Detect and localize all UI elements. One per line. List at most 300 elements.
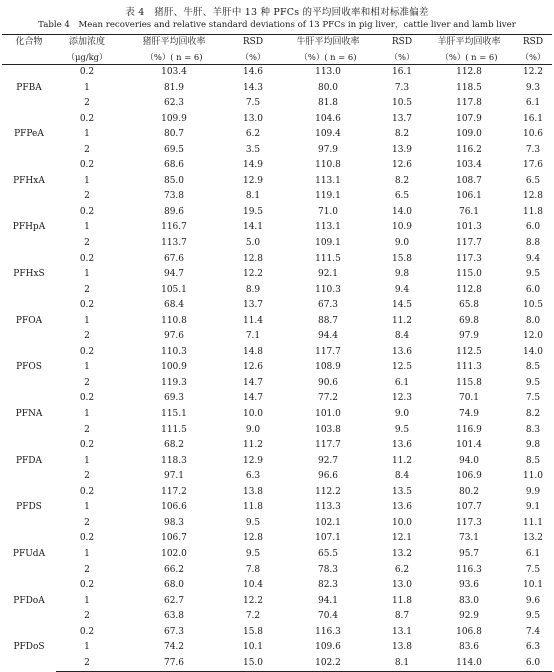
lamb-rsd-cell: 13.2 bbox=[522, 533, 544, 544]
lamb-rsd-cell: 11.1 bbox=[522, 517, 544, 528]
pig-rsd-cell: 14.7 bbox=[242, 377, 264, 388]
lamb-rsd-cell: 12.8 bbox=[522, 191, 544, 202]
lamb-recovery-cell: 117.7 bbox=[456, 238, 482, 249]
header-compound: 化合物 bbox=[2, 35, 56, 51]
cattle-recovery-cell: 96.6 bbox=[317, 471, 339, 482]
table-row bbox=[2, 143, 552, 159]
cattle-rsd-cell: 9.5 bbox=[394, 424, 410, 435]
spike-level-cell: 1 bbox=[84, 315, 90, 326]
pig-recovery-cell: 62.3 bbox=[163, 98, 185, 109]
lamb-rsd-cell: 9.5 bbox=[525, 269, 541, 280]
cattle-rsd-cell: 13.6 bbox=[391, 502, 413, 513]
cattle-recovery-cell: 113.1 bbox=[315, 222, 341, 233]
lamb-rsd-cell: 8.3 bbox=[525, 424, 541, 435]
spike-level-cell: 0.2 bbox=[79, 67, 95, 77]
cattle-recovery-cell: 65.5 bbox=[317, 548, 339, 559]
cattle-rsd-cell: 16.1 bbox=[391, 67, 413, 77]
cattle-recovery-cell: 113.0 bbox=[315, 67, 341, 77]
cattle-recovery-cell: 80.0 bbox=[317, 82, 339, 93]
table-row bbox=[2, 360, 552, 376]
cattle-rsd-cell: 8.4 bbox=[394, 471, 410, 482]
lamb-rsd-cell: 8.8 bbox=[525, 238, 541, 249]
lamb-recovery-cell: 112.8 bbox=[456, 284, 482, 295]
lamb-recovery-cell: 69.8 bbox=[458, 315, 480, 326]
pig-rsd-cell: 12.8 bbox=[242, 253, 264, 264]
cattle-recovery-cell: 101.0 bbox=[315, 409, 341, 420]
cattle-rsd-cell: 6.2 bbox=[394, 564, 410, 575]
lamb-rsd-cell: 17.6 bbox=[522, 160, 544, 171]
cattle-recovery-cell: 88.7 bbox=[317, 315, 339, 326]
header-cattle-rsd-unit: （%） bbox=[380, 50, 424, 65]
cattle-rsd-cell: 8.2 bbox=[394, 129, 410, 140]
cattle-recovery-cell: 103.8 bbox=[315, 424, 341, 435]
lamb-rsd-cell: 8.5 bbox=[525, 455, 541, 466]
table-row bbox=[2, 189, 552, 205]
table-row bbox=[2, 314, 552, 330]
pig-rsd-cell: 6.2 bbox=[245, 129, 261, 140]
cattle-rsd-cell: 9.8 bbox=[394, 269, 410, 280]
table-row bbox=[2, 220, 552, 236]
compound-name: PFPeA bbox=[14, 129, 44, 140]
cattle-rsd-cell: 8.4 bbox=[394, 331, 410, 342]
pig-rsd-cell: 15.8 bbox=[242, 626, 264, 637]
pig-rsd-cell: 14.1 bbox=[242, 222, 264, 233]
pig-rsd-cell: 3.5 bbox=[245, 144, 261, 155]
lamb-recovery-cell: 80.2 bbox=[458, 486, 480, 497]
table-row bbox=[2, 609, 552, 625]
cattle-recovery-cell: 119.1 bbox=[315, 191, 341, 202]
compound-name: PFDoA bbox=[13, 595, 45, 606]
lamb-recovery-cell: 106.1 bbox=[456, 191, 482, 202]
lamb-recovery-cell: 115.0 bbox=[456, 269, 482, 280]
cattle-rsd-cell: 9.0 bbox=[394, 409, 410, 420]
pig-recovery-cell: 97.6 bbox=[163, 331, 185, 342]
lamb-rsd-cell: 6.0 bbox=[525, 284, 541, 295]
header-lamb-recovery: 羊肝平均回收率 bbox=[424, 35, 514, 51]
table-row bbox=[2, 283, 552, 299]
compound-name: PFDA bbox=[15, 455, 42, 466]
spike-level-cell: 2 bbox=[84, 424, 90, 435]
spike-level-cell: 1 bbox=[84, 642, 90, 653]
pig-rsd-cell: 7.2 bbox=[245, 611, 261, 622]
pig-rsd-cell: 12.9 bbox=[242, 455, 264, 466]
cattle-rsd-cell: 13.6 bbox=[391, 440, 413, 451]
lamb-rsd-cell: 9.9 bbox=[525, 486, 541, 497]
table-row bbox=[2, 391, 552, 407]
lamb-rsd-cell: 8.0 bbox=[525, 315, 541, 326]
cattle-recovery-cell: 116.3 bbox=[315, 626, 341, 637]
table-caption-chinese: 表 4 猪肝、牛肝、羊肝中 13 种 PFCs 的平均回收率和相对标准偏差 bbox=[125, 7, 429, 18]
table-row bbox=[2, 469, 552, 485]
header-pig-recovery-unit: （%）( n = 6) bbox=[118, 50, 230, 65]
compound-name: PFHxS bbox=[13, 269, 45, 280]
pig-recovery-cell: 69.5 bbox=[163, 144, 185, 155]
cattle-rsd-cell: 11.2 bbox=[391, 455, 413, 466]
table-row bbox=[2, 423, 552, 439]
cattle-rsd-cell: 8.7 bbox=[394, 611, 410, 622]
pig-recovery-cell: 106.7 bbox=[161, 533, 187, 544]
cattle-rsd-cell: 8.1 bbox=[380, 656, 424, 672]
cattle-rsd-cell: 15.8 bbox=[391, 253, 413, 264]
table-row bbox=[2, 174, 552, 190]
pig-recovery-cell: 94.7 bbox=[163, 269, 185, 280]
lamb-recovery-cell: 94.0 bbox=[458, 455, 480, 466]
spike-level-cell: 2 bbox=[84, 517, 90, 528]
lamb-rsd-cell: 16.1 bbox=[522, 113, 544, 124]
cattle-recovery-cell: 111.5 bbox=[315, 253, 341, 264]
lamb-rsd-cell: 10.6 bbox=[522, 129, 544, 140]
cattle-rsd-cell: 9.0 bbox=[394, 238, 410, 249]
pig-recovery-cell: 89.6 bbox=[163, 206, 185, 217]
cattle-rsd-cell: 13.5 bbox=[391, 486, 413, 497]
lamb-recovery-cell: 118.5 bbox=[456, 82, 482, 93]
table-row bbox=[2, 158, 552, 174]
table-row bbox=[2, 547, 552, 563]
table-row bbox=[2, 640, 552, 656]
cattle-recovery-cell: 92.1 bbox=[317, 269, 339, 280]
pig-recovery-cell: 67.6 bbox=[163, 253, 185, 264]
spike-level-cell: 2 bbox=[84, 331, 90, 342]
cattle-recovery-cell: 102.2 bbox=[276, 656, 380, 672]
spike-level-cell: 2 bbox=[84, 377, 90, 388]
pig-recovery-cell: 103.4 bbox=[161, 67, 187, 77]
lamb-rsd-cell: 6.1 bbox=[525, 548, 541, 559]
lamb-rsd-cell: 6.5 bbox=[525, 175, 541, 186]
lamb-recovery-cell: 101.3 bbox=[456, 222, 482, 233]
table-row bbox=[2, 252, 552, 268]
spike-level-cell: 0.2 bbox=[79, 486, 95, 497]
pig-recovery-cell: 68.0 bbox=[163, 580, 185, 591]
pig-rsd-cell: 8.9 bbox=[245, 284, 261, 295]
lamb-rsd-cell: 11.8 bbox=[522, 206, 544, 217]
table-row bbox=[2, 329, 552, 345]
lamb-rsd-cell: 11.0 bbox=[522, 471, 544, 482]
pig-recovery-cell: 68.6 bbox=[163, 160, 185, 171]
cattle-rsd-cell: 13.8 bbox=[391, 642, 413, 653]
table-row bbox=[2, 205, 552, 221]
table-row bbox=[2, 485, 552, 501]
cattle-recovery-cell: 113.1 bbox=[315, 175, 341, 186]
pig-recovery-cell: 81.9 bbox=[163, 82, 185, 93]
cattle-rsd-cell: 12.3 bbox=[391, 393, 413, 404]
pig-rsd-cell: 11.8 bbox=[242, 502, 264, 513]
spike-level-cell: 2 bbox=[84, 144, 90, 155]
lamb-recovery-cell: 108.7 bbox=[456, 175, 482, 186]
spike-level-cell: 1 bbox=[84, 82, 90, 93]
cattle-recovery-cell: 108.9 bbox=[315, 362, 341, 373]
header-cattle-rsd: RSD bbox=[380, 35, 424, 51]
cattle-recovery-cell: 94.4 bbox=[317, 331, 339, 342]
pig-recovery-cell: 110.3 bbox=[161, 346, 187, 357]
cattle-recovery-cell: 77.2 bbox=[317, 393, 339, 404]
header-pig-recovery: 猪肝平均回收率 bbox=[118, 35, 230, 51]
pig-rsd-cell: 19.5 bbox=[242, 206, 264, 217]
header-cattle-recovery: 牛肝平均回收率 bbox=[276, 35, 380, 51]
pig-recovery-cell: 74.2 bbox=[163, 642, 185, 653]
lamb-recovery-cell: 117.8 bbox=[456, 98, 482, 109]
lamb-rsd-cell: 10.1 bbox=[522, 580, 544, 591]
lamb-rsd-cell: 9.6 bbox=[525, 595, 541, 606]
cattle-recovery-cell: 70.4 bbox=[317, 611, 339, 622]
lamb-recovery-cell: 65.8 bbox=[458, 300, 480, 311]
compound-name: PFHxA bbox=[13, 175, 45, 186]
header-lamb-rsd: RSD bbox=[514, 35, 552, 51]
lamb-recovery-cell: 112.8 bbox=[456, 67, 482, 77]
lamb-recovery-cell: 76.1 bbox=[458, 206, 480, 217]
cattle-recovery-cell: 102.1 bbox=[315, 517, 341, 528]
cattle-rsd-cell: 6.1 bbox=[394, 377, 410, 388]
spike-level-cell: 2 bbox=[84, 564, 90, 575]
pig-rsd-cell: 7.5 bbox=[245, 98, 261, 109]
pig-rsd-cell: 8.1 bbox=[245, 191, 261, 202]
pig-rsd-cell: 5.0 bbox=[245, 238, 261, 249]
lamb-rsd-cell: 9.4 bbox=[525, 253, 541, 264]
pig-recovery-cell: 73.8 bbox=[163, 191, 185, 202]
spike-level-cell: 0.2 bbox=[79, 626, 95, 637]
header-lamb-rsd-unit: （%） bbox=[514, 50, 552, 65]
cattle-rsd-cell: 8.2 bbox=[394, 175, 410, 186]
spike-level-cell: 0.2 bbox=[79, 533, 95, 544]
lamb-rsd-cell: 14.0 bbox=[522, 346, 544, 357]
compound-name: PFOS bbox=[16, 362, 42, 373]
lamb-recovery-cell: 106.9 bbox=[456, 471, 482, 482]
cattle-rsd-cell: 12.6 bbox=[391, 160, 413, 171]
table-row bbox=[2, 625, 552, 641]
cattle-rsd-cell: 10.9 bbox=[391, 222, 413, 233]
table-row bbox=[2, 531, 552, 547]
cattle-rsd-cell: 14.0 bbox=[391, 206, 413, 217]
cattle-rsd-cell: 10.0 bbox=[391, 517, 413, 528]
pig-rsd-cell: 12.2 bbox=[242, 269, 264, 280]
cattle-recovery-cell: 94.1 bbox=[317, 595, 339, 606]
pig-recovery-cell: 111.5 bbox=[161, 424, 187, 435]
lamb-rsd-cell: 6.3 bbox=[525, 642, 541, 653]
lamb-recovery-cell: 116.9 bbox=[456, 424, 482, 435]
table-row bbox=[2, 563, 552, 579]
header-pig-rsd-unit: （%） bbox=[230, 50, 276, 65]
cattle-rsd-cell: 11.2 bbox=[391, 315, 413, 326]
pig-recovery-cell: 69.3 bbox=[163, 393, 185, 404]
lamb-rsd-cell: 7.4 bbox=[525, 626, 541, 637]
spike-level-cell: 2 bbox=[84, 238, 90, 249]
cattle-recovery-cell: 104.6 bbox=[315, 113, 341, 124]
pig-recovery-cell: 119.3 bbox=[161, 377, 187, 388]
pig-rsd-cell: 9.5 bbox=[245, 548, 261, 559]
spike-level-cell: 1 bbox=[84, 455, 90, 466]
cattle-recovery-cell: 109.4 bbox=[315, 129, 341, 140]
lamb-recovery-cell: 97.9 bbox=[458, 331, 480, 342]
cattle-rsd-cell: 10.5 bbox=[391, 98, 413, 109]
spike-level-cell: 2 bbox=[84, 98, 90, 109]
table-row bbox=[2, 656, 552, 672]
lamb-rsd-cell: 9.1 bbox=[525, 502, 541, 513]
spike-level-cell: 2 bbox=[84, 471, 90, 482]
spike-level-cell: 0.2 bbox=[79, 300, 95, 311]
pig-rsd-cell: 12.9 bbox=[242, 175, 264, 186]
spike-level-cell: 1 bbox=[84, 362, 90, 373]
cattle-recovery-cell: 112.2 bbox=[315, 486, 341, 497]
header-lamb-recovery-unit: （%）( n = 6) bbox=[424, 50, 514, 65]
pig-recovery-cell: 80.7 bbox=[163, 129, 185, 140]
header-row-2 bbox=[2, 50, 552, 65]
pig-rsd-cell: 15.0 bbox=[230, 656, 276, 672]
lamb-rsd-cell: 12.2 bbox=[522, 67, 544, 77]
table-row bbox=[2, 65, 552, 81]
spike-level-cell: 2 bbox=[56, 656, 118, 672]
pig-recovery-cell: 116.7 bbox=[161, 222, 187, 233]
lamb-recovery-cell: 111.3 bbox=[456, 362, 482, 373]
table-row bbox=[2, 298, 552, 314]
cattle-recovery-cell: 82.3 bbox=[317, 580, 339, 591]
cattle-rsd-cell: 6.5 bbox=[394, 191, 410, 202]
table-row bbox=[2, 345, 552, 361]
cattle-recovery-cell: 109.6 bbox=[315, 642, 341, 653]
lamb-recovery-cell: 83.0 bbox=[458, 595, 480, 606]
cattle-rsd-cell: 14.5 bbox=[391, 300, 413, 311]
pig-rsd-cell: 7.1 bbox=[245, 331, 261, 342]
table-row bbox=[2, 236, 552, 252]
cattle-rsd-cell: 13.7 bbox=[391, 113, 413, 124]
lamb-rsd-cell: 8.5 bbox=[525, 362, 541, 373]
header-spike-level: 添加浓度 bbox=[56, 35, 118, 51]
lamb-rsd-cell: 9.8 bbox=[525, 440, 541, 451]
pig-rsd-cell: 12.8 bbox=[242, 533, 264, 544]
pig-rsd-cell: 13.7 bbox=[242, 300, 264, 311]
cattle-recovery-cell: 110.8 bbox=[315, 160, 341, 171]
table-row bbox=[2, 454, 552, 470]
spike-level-cell: 1 bbox=[84, 269, 90, 280]
lamb-recovery-cell: 117.3 bbox=[456, 253, 482, 264]
lamb-recovery-cell: 73.1 bbox=[458, 533, 480, 544]
table-row bbox=[2, 81, 552, 97]
lamb-rsd-cell: 6.1 bbox=[525, 98, 541, 109]
lamb-recovery-cell: 95.7 bbox=[458, 548, 480, 559]
spike-level-cell: 0.2 bbox=[79, 346, 95, 357]
pig-rsd-cell: 12.6 bbox=[242, 362, 264, 373]
spike-level-cell: 0.2 bbox=[79, 253, 95, 264]
lamb-rsd-cell: 8.2 bbox=[525, 409, 541, 420]
lamb-recovery-cell: 74.9 bbox=[458, 409, 480, 420]
lamb-recovery-cell: 103.4 bbox=[456, 160, 482, 171]
spike-level-cell: 2 bbox=[84, 191, 90, 202]
spike-level-cell: 1 bbox=[84, 502, 90, 513]
lamb-rsd-cell: 7.3 bbox=[525, 144, 541, 155]
compound-name: PFBA bbox=[16, 82, 42, 93]
pig-rsd-cell: 9.5 bbox=[245, 517, 261, 528]
cattle-recovery-cell: 117.7 bbox=[315, 440, 341, 451]
table-row bbox=[2, 267, 552, 283]
pig-recovery-cell: 67.3 bbox=[163, 626, 185, 637]
header-pig-rsd: RSD bbox=[230, 35, 276, 51]
cattle-rsd-cell: 13.0 bbox=[391, 580, 413, 591]
cattle-recovery-cell: 117.7 bbox=[315, 346, 341, 357]
pig-rsd-cell: 7.8 bbox=[245, 564, 261, 575]
spike-level-cell: 1 bbox=[84, 409, 90, 420]
table-caption-english: Table 4 Mean recoveries and relative standard deviations of 13 PFCs in pig liver，cattle liver and lamb liver bbox=[38, 20, 516, 30]
spike-level-cell: 1 bbox=[84, 595, 90, 606]
cattle-rsd-cell: 13.2 bbox=[391, 548, 413, 559]
lamb-recovery-cell: 116.3 bbox=[456, 564, 482, 575]
compound-name: PFNA bbox=[15, 409, 43, 420]
cattle-rsd-cell: 13.1 bbox=[391, 626, 413, 637]
pig-recovery-cell: 105.1 bbox=[161, 284, 187, 295]
pig-recovery-cell: 100.9 bbox=[161, 362, 187, 373]
lamb-rsd-cell: 7.5 bbox=[525, 564, 541, 575]
table-row bbox=[2, 516, 552, 532]
cattle-rsd-cell: 13.6 bbox=[391, 346, 413, 357]
pig-rsd-cell: 6.3 bbox=[245, 471, 261, 482]
cattle-recovery-cell: 71.0 bbox=[317, 206, 339, 217]
pig-recovery-cell: 97.1 bbox=[163, 471, 185, 482]
cattle-rsd-cell: 7.3 bbox=[394, 82, 410, 93]
pig-recovery-cell: 62.7 bbox=[163, 595, 185, 606]
cattle-rsd-cell: 12.5 bbox=[391, 362, 413, 373]
pig-recovery-cell: 77.6 bbox=[118, 656, 230, 672]
lamb-recovery-cell: 107.9 bbox=[456, 113, 482, 124]
table-row bbox=[2, 127, 552, 143]
pig-recovery-cell: 68.2 bbox=[163, 440, 185, 451]
spike-level-cell: 1 bbox=[84, 175, 90, 186]
pig-recovery-cell: 117.2 bbox=[161, 486, 187, 497]
lamb-rsd-cell: 10.5 bbox=[522, 300, 544, 311]
spike-level-cell: 1 bbox=[84, 222, 90, 233]
table-row bbox=[2, 112, 552, 128]
spike-level-cell: 0.2 bbox=[79, 160, 95, 171]
spike-level-cell: 0.2 bbox=[79, 206, 95, 217]
header-cattle-recovery-unit: （%）( n = 6) bbox=[276, 50, 380, 65]
lamb-recovery-cell: 115.8 bbox=[456, 377, 482, 388]
compound-name: PFDS bbox=[16, 502, 42, 513]
pig-recovery-cell: 115.1 bbox=[161, 409, 187, 420]
table-row bbox=[2, 438, 552, 454]
cattle-recovery-cell: 109.1 bbox=[315, 238, 341, 249]
cattle-recovery-cell: 67.3 bbox=[317, 300, 339, 311]
lamb-recovery-cell: 107.7 bbox=[456, 502, 482, 513]
header-compound-unit bbox=[2, 50, 56, 65]
lamb-recovery-cell: 106.8 bbox=[456, 626, 482, 637]
pig-recovery-cell: 106.6 bbox=[161, 502, 187, 513]
compound-name: PFUdA bbox=[12, 548, 46, 559]
spike-level-cell: 1 bbox=[84, 129, 90, 140]
pig-rsd-cell: 11.2 bbox=[242, 440, 264, 451]
pig-rsd-cell: 14.7 bbox=[242, 393, 264, 404]
recovery-table bbox=[2, 34, 552, 672]
cattle-recovery-cell: 110.3 bbox=[315, 284, 341, 295]
pig-rsd-cell: 9.0 bbox=[245, 424, 261, 435]
table-row bbox=[2, 407, 552, 423]
cattle-recovery-cell: 92.7 bbox=[317, 455, 339, 466]
lamb-rsd-cell: 12.0 bbox=[522, 331, 544, 342]
cattle-recovery-cell: 81.8 bbox=[317, 98, 339, 109]
lamb-rsd-cell: 6.0 bbox=[514, 656, 552, 672]
cattle-recovery-cell: 78.3 bbox=[317, 564, 339, 575]
pig-rsd-cell: 12.2 bbox=[242, 595, 264, 606]
pig-rsd-cell: 10.1 bbox=[242, 642, 264, 653]
spike-level-cell: 2 bbox=[84, 611, 90, 622]
spike-level-cell: 0.2 bbox=[79, 113, 95, 124]
cattle-rsd-cell: 12.1 bbox=[391, 533, 413, 544]
pig-recovery-cell: 63.8 bbox=[163, 611, 185, 622]
table-row bbox=[2, 500, 552, 516]
pig-rsd-cell: 10.4 bbox=[242, 580, 264, 591]
lamb-recovery-cell: 101.4 bbox=[456, 440, 482, 451]
compound-name: PFHpA bbox=[12, 222, 46, 233]
table-row bbox=[2, 594, 552, 610]
pig-rsd-cell: 11.4 bbox=[242, 315, 264, 326]
pig-rsd-cell: 13.8 bbox=[242, 486, 264, 497]
compound-name: PFOA bbox=[15, 315, 43, 326]
pig-recovery-cell: 118.3 bbox=[161, 455, 187, 466]
